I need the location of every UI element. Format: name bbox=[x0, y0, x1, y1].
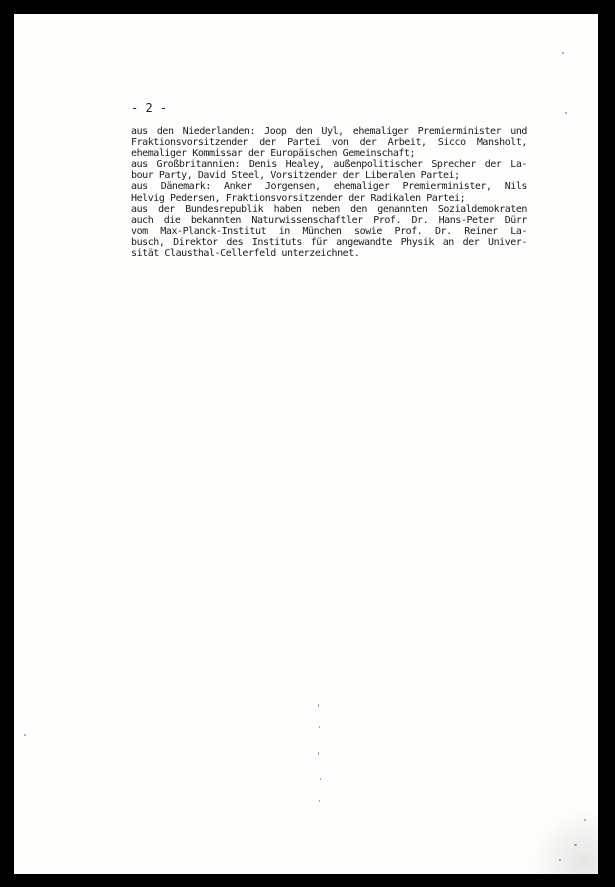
text-line: vom Max-Planck-Institut in München sowie Prof. Dr. Reiner La- bbox=[131, 225, 527, 237]
document-page bbox=[14, 14, 598, 874]
text-line: sität Clausthal-Cellerfeld unterzeichnet. bbox=[131, 248, 360, 260]
scan-speck bbox=[565, 112, 567, 114]
text-line: Fraktionsvorsitzender der Partei von der Arbeit, Sicco Mansholt, bbox=[131, 137, 527, 149]
text-line: aus Großbritannien: Denis Healey, außenpolitischer Sprecher der La- bbox=[131, 159, 527, 171]
body-text bbox=[131, 126, 527, 259]
text-line: ehemaliger Kommissar der Europäischen Gemeinschaft; bbox=[131, 148, 416, 160]
text-line: Helvig Pedersen, Fraktionsvorsitzender der Radikalen Partei; bbox=[131, 192, 466, 204]
scan-speck bbox=[318, 752, 319, 755]
scan-shadow bbox=[528, 814, 598, 874]
scan-speck bbox=[318, 704, 319, 707]
scan-speck bbox=[562, 52, 564, 54]
text-line: bour Party, David Steel, Vorsitzender der Liberalen Partei; bbox=[131, 170, 460, 182]
text-line: aus den Niederlanden: Joop den Uyl, ehemaliger Premierminister und bbox=[131, 126, 527, 137]
text-line: aus Dänemark: Anker Jorgensen, ehemaliger Premierminister, Nils bbox=[131, 181, 527, 193]
text-line: aus der Bundesrepublik haben neben den genannten Sozialdemokraten bbox=[131, 203, 527, 215]
text-line: auch die bekannten Naturwissenschaftler Prof. Dr. Hans-Peter Dürr bbox=[131, 214, 527, 226]
text-line: busch, Direktor des Instituts für angewandte Physik an der Univer- bbox=[131, 236, 527, 248]
scan-speck bbox=[24, 734, 26, 736]
scan-speck bbox=[320, 778, 321, 780]
scan-speck bbox=[319, 726, 320, 728]
scan-speck bbox=[319, 800, 320, 802]
page-number: - 2 - bbox=[131, 101, 168, 115]
